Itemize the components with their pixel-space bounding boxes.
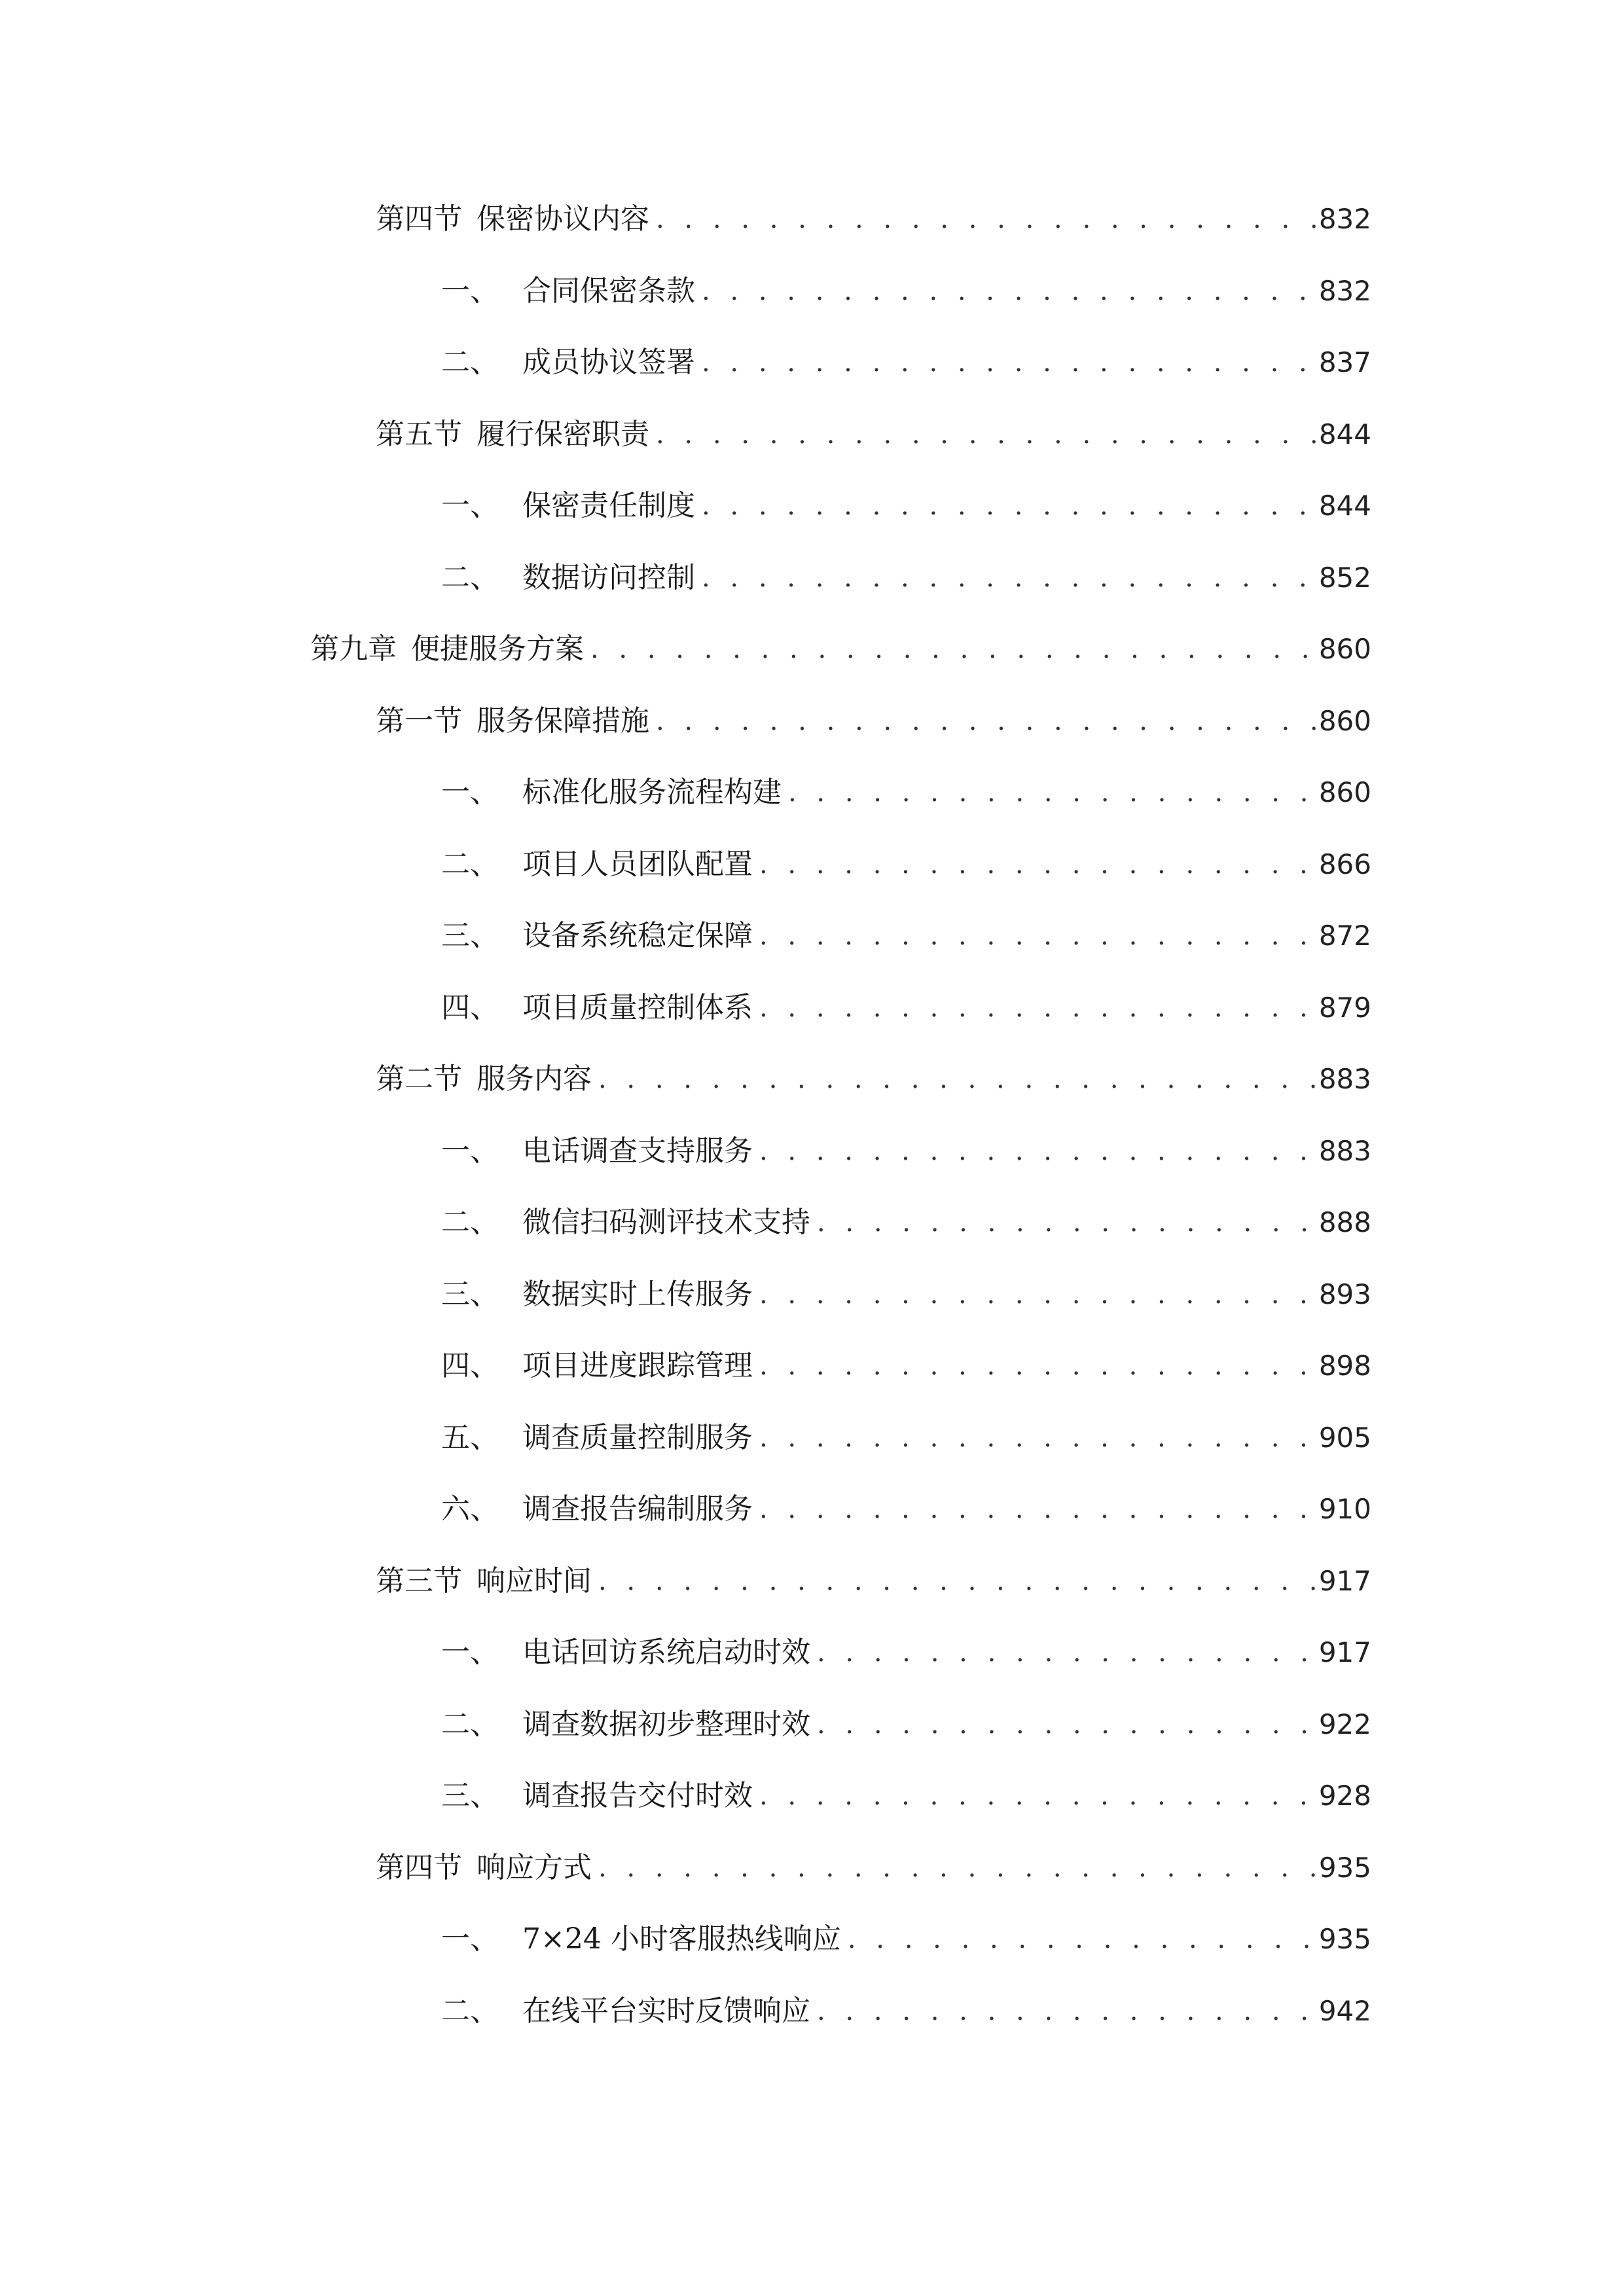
toc-entry-title: 合同保密条款 (522, 274, 695, 308)
toc-entry-page: 935 (1318, 1923, 1371, 1955)
toc-entry-subsection[interactable] (441, 1272, 1371, 1318)
dot-leader (759, 985, 1319, 1031)
toc-entry-title: 响应方式 (477, 1851, 592, 1884)
toc-entry-section[interactable] (376, 412, 1371, 457)
toc-entry-subsection[interactable] (441, 1702, 1371, 1748)
toc-entry-page: 872 (1318, 920, 1371, 952)
dot-leader (759, 842, 1319, 888)
toc-entry-page: 832 (1318, 275, 1371, 307)
toc-entry-number: 二、 (441, 1206, 499, 1239)
toc-entry-subsection[interactable] (441, 1773, 1371, 1819)
toc-entry-title: 响应时间 (477, 1564, 592, 1598)
toc-entry-page: 860 (1318, 633, 1371, 665)
toc-entry-subsection[interactable] (441, 913, 1371, 959)
dot-leader (817, 1200, 1319, 1246)
toc-entry-page: 883 (1318, 1063, 1371, 1095)
toc-entry-number: 二、 (441, 848, 499, 881)
dot-leader (702, 268, 1319, 314)
toc-entry-number: 一、 (441, 489, 499, 522)
toc-entry-page: 917 (1318, 1636, 1371, 1668)
dot-leader (702, 340, 1319, 386)
toc-entry-title: 项目人员团队配置 (522, 848, 753, 881)
toc-entry-number: 二、 (441, 561, 499, 594)
toc-entry-page: 860 (1318, 705, 1371, 737)
dot-leader (817, 1702, 1319, 1748)
dot-leader (702, 555, 1319, 601)
dot-leader (656, 412, 1319, 457)
toc-entry-title: 保密协议内容 (477, 202, 649, 236)
toc-entry-number: 三、 (441, 1779, 499, 1812)
dot-leader (848, 1916, 1319, 1962)
toc-entry-number: 四、 (441, 1349, 499, 1382)
toc-entry-page: 888 (1318, 1206, 1371, 1238)
dot-leader (817, 1988, 1319, 2034)
toc-entry-section[interactable] (376, 196, 1371, 242)
toc-entry-title: 在线平台实时反馈响应 (522, 1994, 810, 2028)
toc-entry-number: 一、 (441, 1636, 499, 1669)
toc-entry-title: 服务保障措施 (477, 704, 649, 738)
toc-entry-subsection[interactable] (441, 1128, 1371, 1174)
toc-entry-page: 837 (1318, 346, 1371, 378)
toc-entry-title: 设备系统稳定保障 (522, 919, 753, 952)
toc-entry-page: 883 (1318, 1135, 1371, 1167)
toc-entry-page: 860 (1318, 776, 1371, 808)
dot-leader (759, 1486, 1319, 1532)
toc-entry-section[interactable] (376, 1056, 1371, 1102)
toc-entry-title: 电话回访系统启动时效 (522, 1636, 810, 1669)
toc-entry-section[interactable] (376, 698, 1371, 744)
toc-entry-number: 二、 (441, 346, 499, 379)
toc-entry-number: 第四节 (376, 1851, 462, 1884)
toc-entry-title: 数据实时上传服务 (522, 1278, 753, 1311)
toc-entry-page: 922 (1318, 1708, 1371, 1740)
toc-entry-title: 项目进度跟踪管理 (522, 1349, 753, 1382)
toc-entry-subsection[interactable] (441, 340, 1371, 386)
toc-entry-number: 第五节 (376, 418, 462, 451)
toc-entry-subsection[interactable] (441, 268, 1371, 314)
toc-entry-title: 便捷服务方案 (411, 632, 584, 666)
toc-entry-title: 电话调查支持服务 (522, 1134, 753, 1168)
toc-entry-page: 844 (1318, 418, 1371, 450)
dot-leader (759, 1128, 1319, 1174)
toc-entry-page: 910 (1318, 1493, 1371, 1525)
toc-entry-title: 调查报告交付时效 (522, 1779, 753, 1812)
toc-entry-page: 905 (1318, 1422, 1371, 1454)
toc-entry-title: 调查数据初步整理时效 (522, 1708, 810, 1741)
toc-entry-page: 852 (1318, 562, 1371, 594)
toc-entry-title: 调查质量控制服务 (522, 1421, 753, 1454)
dot-leader (759, 1773, 1319, 1819)
dot-leader (702, 483, 1319, 529)
toc-entry-number: 第二节 (376, 1062, 462, 1096)
toc-entry-title: 成员协议签署 (522, 346, 695, 379)
toc-entry-number: 四、 (441, 991, 499, 1024)
toc-entry-page: 935 (1318, 1852, 1371, 1884)
toc-entry-section[interactable] (376, 1845, 1371, 1891)
toc-entry-subsection[interactable] (441, 985, 1371, 1031)
dot-leader (598, 1056, 1319, 1102)
toc-entry-subsection[interactable] (441, 1630, 1371, 1676)
toc-entry-page: 898 (1318, 1350, 1371, 1382)
toc-entry-subsection[interactable] (441, 1916, 1371, 1962)
toc-entry-subsection[interactable] (441, 770, 1371, 816)
toc-entry-page: 893 (1318, 1278, 1371, 1310)
dot-leader (656, 196, 1319, 242)
toc-entry-subsection[interactable] (441, 1415, 1371, 1461)
toc-entry-number: 一、 (441, 1134, 499, 1168)
toc-entry-title: 项目质量控制体系 (522, 991, 753, 1024)
toc-entry-title: 7×24 小时客服热线响应 (522, 1922, 841, 1956)
toc-entry-page: 942 (1318, 1995, 1371, 2027)
toc-entry-page: 928 (1318, 1780, 1371, 1812)
toc-entry-number: 一、 (441, 776, 499, 809)
toc-entry-subsection[interactable] (441, 1343, 1371, 1389)
dot-leader (759, 1343, 1319, 1389)
toc-entry-number: 一、 (441, 274, 499, 308)
toc-entry-subsection[interactable] (441, 483, 1371, 529)
dot-leader (598, 1558, 1319, 1604)
dot-leader (759, 1272, 1319, 1318)
dot-leader (590, 626, 1319, 672)
toc-entry-page: 917 (1318, 1565, 1371, 1597)
toc-entry-page: 844 (1318, 490, 1371, 522)
dot-leader (656, 698, 1319, 744)
dot-leader (788, 770, 1319, 816)
toc-entry-number: 三、 (441, 919, 499, 952)
toc-entry-number: 六、 (441, 1492, 499, 1526)
toc-entry-title: 履行保密职责 (477, 418, 649, 451)
dot-leader (598, 1845, 1319, 1891)
toc-entry-subsection[interactable] (441, 842, 1371, 888)
toc-entry-page: 832 (1318, 203, 1371, 235)
toc-entry-number: 五、 (441, 1421, 499, 1454)
toc-entry-page: 866 (1318, 848, 1371, 880)
toc-entry-number: 第一节 (376, 704, 462, 738)
toc-entry-title: 微信扫码测评技术支持 (522, 1206, 810, 1239)
toc-entry-number: 一、 (441, 1922, 499, 1956)
toc-entry-subsection[interactable] (441, 1200, 1371, 1246)
toc-entry-subsection[interactable] (441, 1486, 1371, 1532)
toc-entry-subsection[interactable] (441, 1988, 1371, 2034)
dot-leader (759, 913, 1319, 959)
toc-entry-page: 879 (1318, 992, 1371, 1024)
toc-entry-chapter[interactable] (310, 626, 1371, 672)
toc-entry-title: 服务内容 (477, 1062, 592, 1096)
toc-entry-number: 二、 (441, 1708, 499, 1741)
toc-entry-number: 第九章 (310, 632, 397, 666)
dot-leader (759, 1415, 1319, 1461)
toc-entry-number: 三、 (441, 1278, 499, 1311)
toc-entry-number: 第四节 (376, 202, 462, 236)
toc-entry-title: 数据访问控制 (522, 561, 695, 594)
toc-entry-section[interactable] (376, 1558, 1371, 1604)
toc-entry-title: 调查报告编制服务 (522, 1492, 753, 1526)
toc-entry-number: 第三节 (376, 1564, 462, 1598)
toc-entry-number: 二、 (441, 1994, 499, 2028)
toc-entry-title: 标准化服务流程构建 (522, 776, 782, 809)
dot-leader (817, 1630, 1319, 1676)
toc-entry-subsection[interactable] (441, 555, 1371, 601)
toc-entry-title: 保密责任制度 (522, 489, 695, 522)
